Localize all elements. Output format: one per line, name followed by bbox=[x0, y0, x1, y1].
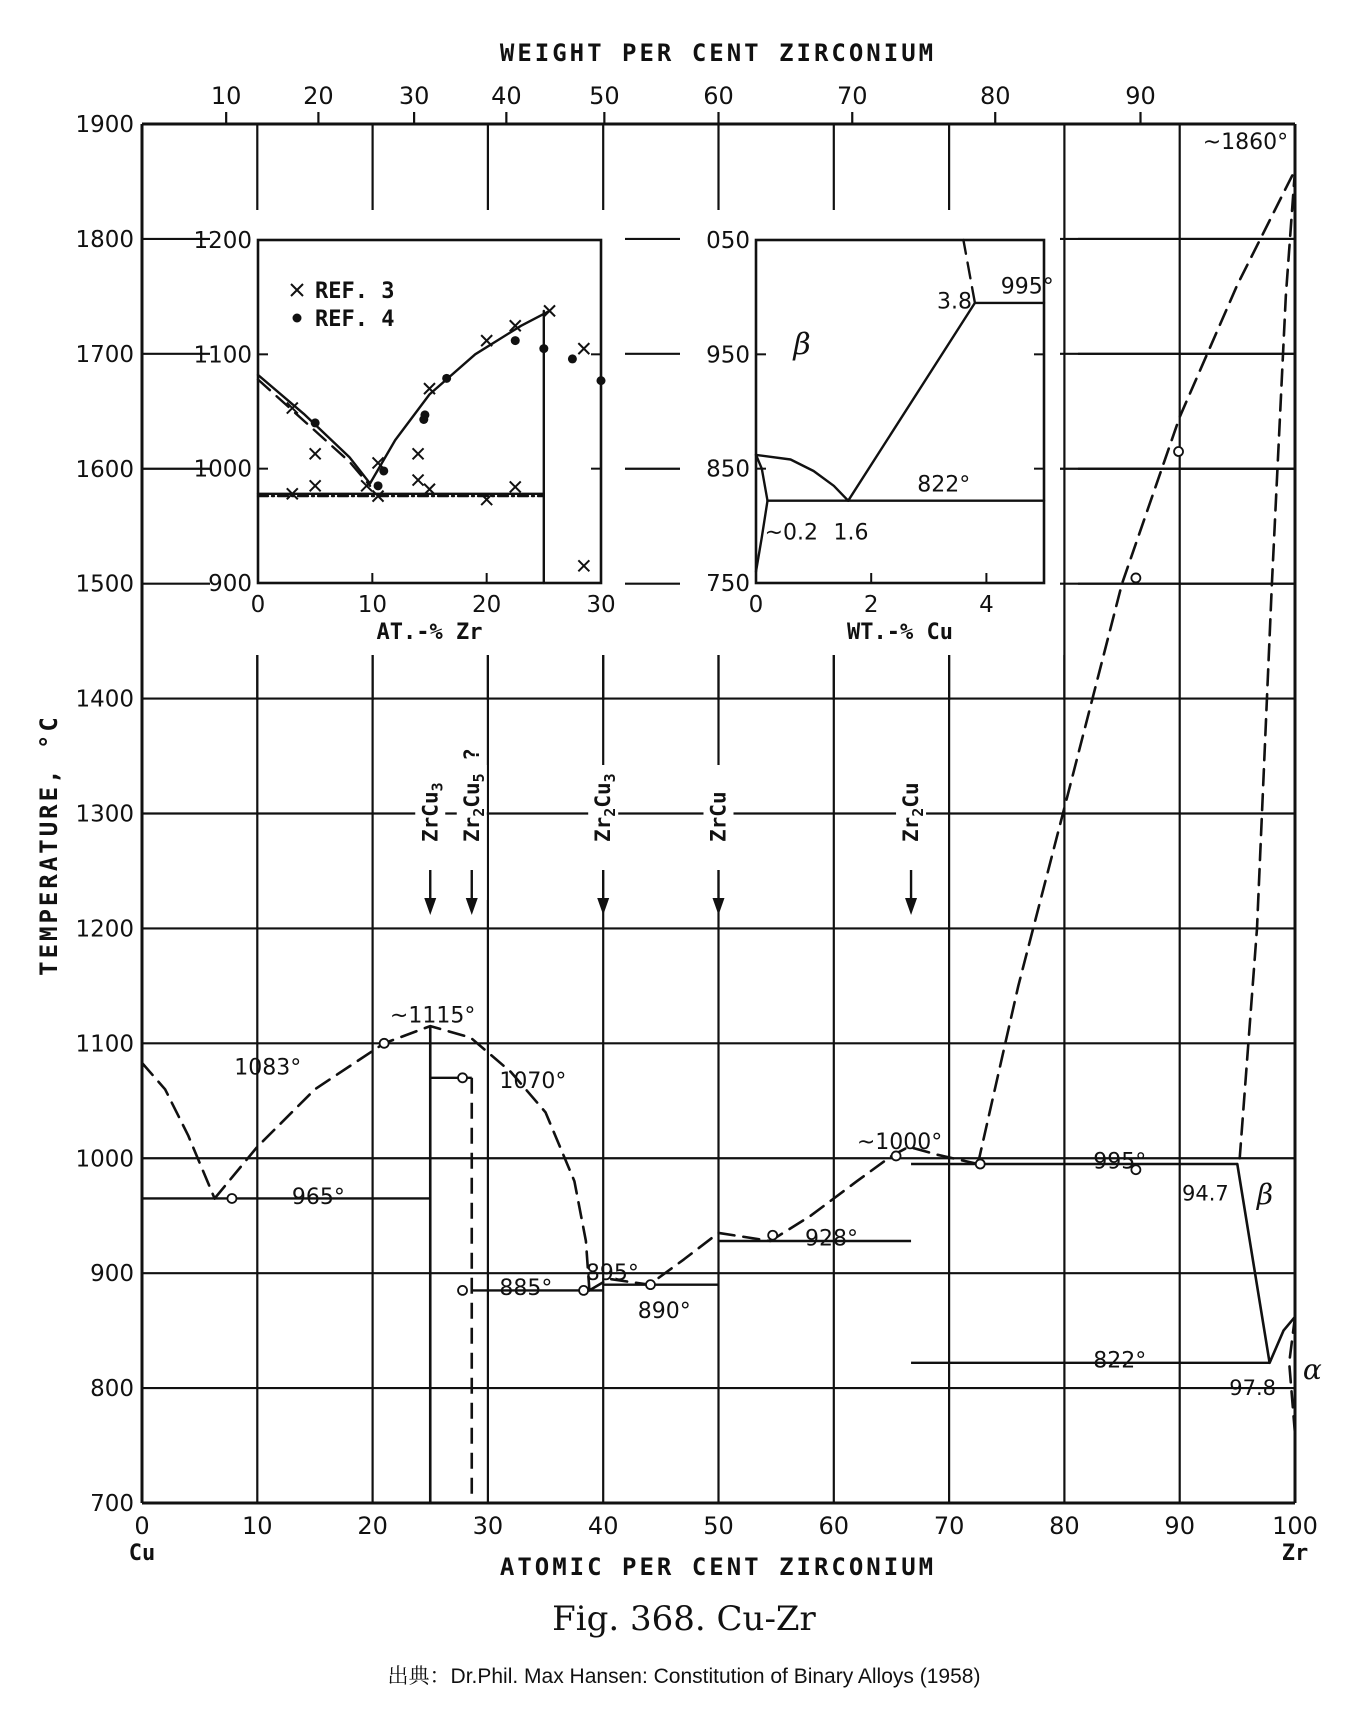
compound-element: Zr bbox=[899, 816, 924, 842]
inset-label-0-2: ~0.2 bbox=[764, 520, 819, 546]
inset-y-tick-label: 750 bbox=[706, 571, 750, 597]
annotation-t1115: ~1115° bbox=[389, 1003, 476, 1029]
y-tick-label: 1500 bbox=[75, 571, 134, 598]
y-tick-label: 1700 bbox=[75, 341, 134, 368]
annotation-t965: 965° bbox=[291, 1185, 345, 1211]
y-tick-label: 1800 bbox=[75, 226, 134, 253]
annotation-t885: 885° bbox=[499, 1275, 553, 1301]
top-axis-tick-label: 80 bbox=[979, 82, 1011, 110]
data-point-open bbox=[579, 1286, 588, 1295]
source-note: 出典：Dr.Phil. Max Hansen: Constitution of Binary Alloys (1958) bbox=[387, 1665, 981, 1688]
inset-label-995: 995° bbox=[1000, 274, 1054, 300]
y-tick-label: 1100 bbox=[75, 1031, 134, 1058]
x-end-label-cu: Cu bbox=[128, 1541, 156, 1566]
inset-x-tick-label: 0 bbox=[748, 592, 764, 618]
compound-element: Zr bbox=[418, 816, 443, 842]
phase-boundary-series bbox=[1240, 170, 1295, 1158]
inset-y-tick-label: 900 bbox=[208, 571, 252, 597]
ref4-point bbox=[597, 376, 606, 385]
inset-frame bbox=[258, 240, 601, 583]
inset-y-tick-label: 850 bbox=[706, 456, 750, 483]
inset-right bbox=[706, 228, 1054, 645]
annotation-t822: 822° bbox=[1093, 1348, 1147, 1374]
ref4-point bbox=[379, 466, 388, 475]
data-point-open bbox=[646, 1280, 655, 1289]
compound-subscript: 5 bbox=[469, 773, 488, 783]
compound-element: Cu bbox=[591, 782, 616, 808]
compound-suffix: ? bbox=[459, 748, 484, 774]
annotation-t1860: ~1860° bbox=[1202, 130, 1289, 156]
y-tick-label: 1400 bbox=[75, 686, 134, 713]
data-point-open bbox=[227, 1194, 236, 1203]
x-tick-label: 0 bbox=[134, 1512, 150, 1540]
y-tick-label: 1900 bbox=[75, 112, 134, 138]
y-tick-label: 1600 bbox=[75, 456, 134, 483]
inset-label-3-8: 3.8 bbox=[937, 289, 972, 315]
inset-y-tick-label: 950 bbox=[706, 342, 750, 369]
compound-element: Zr bbox=[459, 816, 484, 842]
legend-marker-ref4 bbox=[293, 314, 302, 323]
compound-element: Cu bbox=[418, 791, 443, 817]
x-tick-label: 80 bbox=[1049, 1512, 1080, 1540]
inset-x-tick-label: 4 bbox=[979, 592, 994, 618]
inset-x-label: AT.-% Zr bbox=[376, 620, 483, 645]
phase-boundary-series bbox=[589, 1147, 978, 1291]
y-tick-label: 1000 bbox=[75, 1146, 134, 1173]
annotation-t995: 995° bbox=[1093, 1149, 1147, 1175]
figure-caption: Fig. 368. Cu-Zr bbox=[552, 1599, 816, 1639]
phase-label-alpha: α bbox=[1302, 1352, 1322, 1386]
ref4-point bbox=[539, 344, 548, 353]
x-tick-label: 90 bbox=[1164, 1512, 1195, 1540]
ref4-point bbox=[311, 418, 320, 427]
data-point-open bbox=[976, 1159, 985, 1168]
inset-x-tick-label: 2 bbox=[863, 592, 879, 618]
top-axis-tick-label: 10 bbox=[210, 82, 242, 110]
x-tick-label: 60 bbox=[818, 1512, 850, 1540]
inset-phase-beta: β bbox=[793, 327, 811, 363]
x-tick-label: 50 bbox=[703, 1512, 734, 1540]
top-axis-tick-label: 60 bbox=[703, 82, 734, 110]
compound-arrow-head bbox=[424, 898, 436, 915]
x-tick-label: 10 bbox=[242, 1512, 273, 1540]
inset-label-1-6: 1.6 bbox=[833, 520, 869, 546]
inset-left bbox=[193, 228, 615, 645]
x2-axis-title: WEIGHT PER CENT ZIRCONIUM bbox=[499, 39, 937, 67]
ref4-point bbox=[568, 354, 577, 363]
inset-x-label: WT.-% Cu bbox=[847, 620, 953, 645]
x-tick-label: 70 bbox=[933, 1512, 965, 1540]
top-axis-tick-label: 40 bbox=[491, 82, 522, 110]
x-tick-label: 40 bbox=[587, 1512, 619, 1540]
inset-label-822: 822° bbox=[917, 472, 971, 498]
compound-arrow-head bbox=[597, 898, 609, 915]
compound-element: Cu bbox=[899, 782, 924, 808]
compound-subscript: 3 bbox=[428, 782, 447, 792]
annotation-t1083: 1083° bbox=[234, 1055, 302, 1081]
compound-subscript: 2 bbox=[601, 807, 620, 817]
annotation-t1070: 1070° bbox=[499, 1069, 567, 1095]
y-tick-label: 1300 bbox=[75, 801, 134, 828]
ref4-point bbox=[420, 410, 429, 419]
y-tick-label: 1200 bbox=[75, 916, 134, 943]
annotation-t1000: ~1000° bbox=[856, 1130, 943, 1156]
top-axis-tick-label: 70 bbox=[836, 82, 868, 110]
compound-arrow-head bbox=[466, 898, 478, 915]
annotation-t947: 94.7 bbox=[1182, 1181, 1229, 1206]
phase-boundary-series bbox=[142, 1063, 215, 1199]
compound-subscript: 3 bbox=[601, 773, 620, 783]
y-tick-label: 900 bbox=[90, 1261, 134, 1288]
compound-label bbox=[460, 748, 488, 842]
compound-element: Zr bbox=[591, 816, 616, 842]
annotation-t890: 890° bbox=[637, 1298, 691, 1324]
top-axis-tick-label: 30 bbox=[398, 82, 430, 110]
annotation-t928: 928° bbox=[804, 1226, 858, 1252]
annotation-t978: 97.8 bbox=[1229, 1375, 1277, 1400]
data-point-open bbox=[458, 1286, 467, 1295]
inset-x-tick-label: 30 bbox=[586, 592, 616, 618]
data-point-open bbox=[1131, 573, 1140, 582]
compound-subscript: 2 bbox=[469, 807, 488, 817]
inset-y-tick-label: 1200 bbox=[193, 228, 252, 254]
x-end-label-zr: Zr bbox=[1281, 1541, 1309, 1566]
inset-y-tick-label: 1100 bbox=[193, 342, 252, 369]
inset-x-tick-label: 0 bbox=[250, 592, 266, 618]
inset-y-tick-label: 050 bbox=[706, 228, 750, 254]
x-axis-title: ATOMIC PER CENT ZIRCONIUM bbox=[499, 1553, 937, 1581]
compound-element: Zr bbox=[706, 816, 731, 842]
top-axis-tick-label: 20 bbox=[303, 82, 334, 110]
legend-label-ref3: REF. 3 bbox=[315, 279, 395, 304]
phase-label-beta: β bbox=[1256, 1178, 1274, 1212]
top-axis-tick-label: 50 bbox=[589, 82, 620, 110]
data-point-open bbox=[768, 1231, 777, 1240]
compound-element: Cu bbox=[706, 791, 731, 817]
inset-x-tick-label: 10 bbox=[357, 592, 387, 618]
y-tick-label: 800 bbox=[90, 1376, 134, 1403]
top-axis-tick-label: 90 bbox=[1125, 82, 1156, 110]
x-tick-label: 30 bbox=[472, 1512, 504, 1540]
data-point-open bbox=[458, 1073, 467, 1082]
data-point-open bbox=[1174, 447, 1183, 456]
compound-label bbox=[707, 791, 731, 842]
y-axis-title: TEMPERATURE, °C bbox=[35, 714, 63, 976]
data-point-open bbox=[380, 1039, 389, 1048]
y-tick-label: 700 bbox=[90, 1491, 134, 1517]
x-tick-label: 100 bbox=[1272, 1512, 1318, 1540]
compound-arrow-head bbox=[713, 898, 725, 915]
compound-element: Cu bbox=[459, 782, 484, 808]
inset-x-tick-label: 20 bbox=[472, 592, 502, 618]
ref4-point bbox=[374, 481, 383, 490]
legend-label-ref4: REF. 4 bbox=[315, 307, 395, 332]
annotation-t895: 895° bbox=[585, 1261, 639, 1287]
inset-y-tick-label: 1000 bbox=[193, 456, 252, 483]
x-tick-label: 20 bbox=[357, 1512, 388, 1540]
compound-arrow-head bbox=[905, 898, 917, 915]
compound-label bbox=[591, 773, 619, 842]
ref4-point bbox=[442, 374, 451, 383]
compound-subscript: 2 bbox=[909, 807, 928, 817]
ref4-point bbox=[511, 336, 520, 345]
